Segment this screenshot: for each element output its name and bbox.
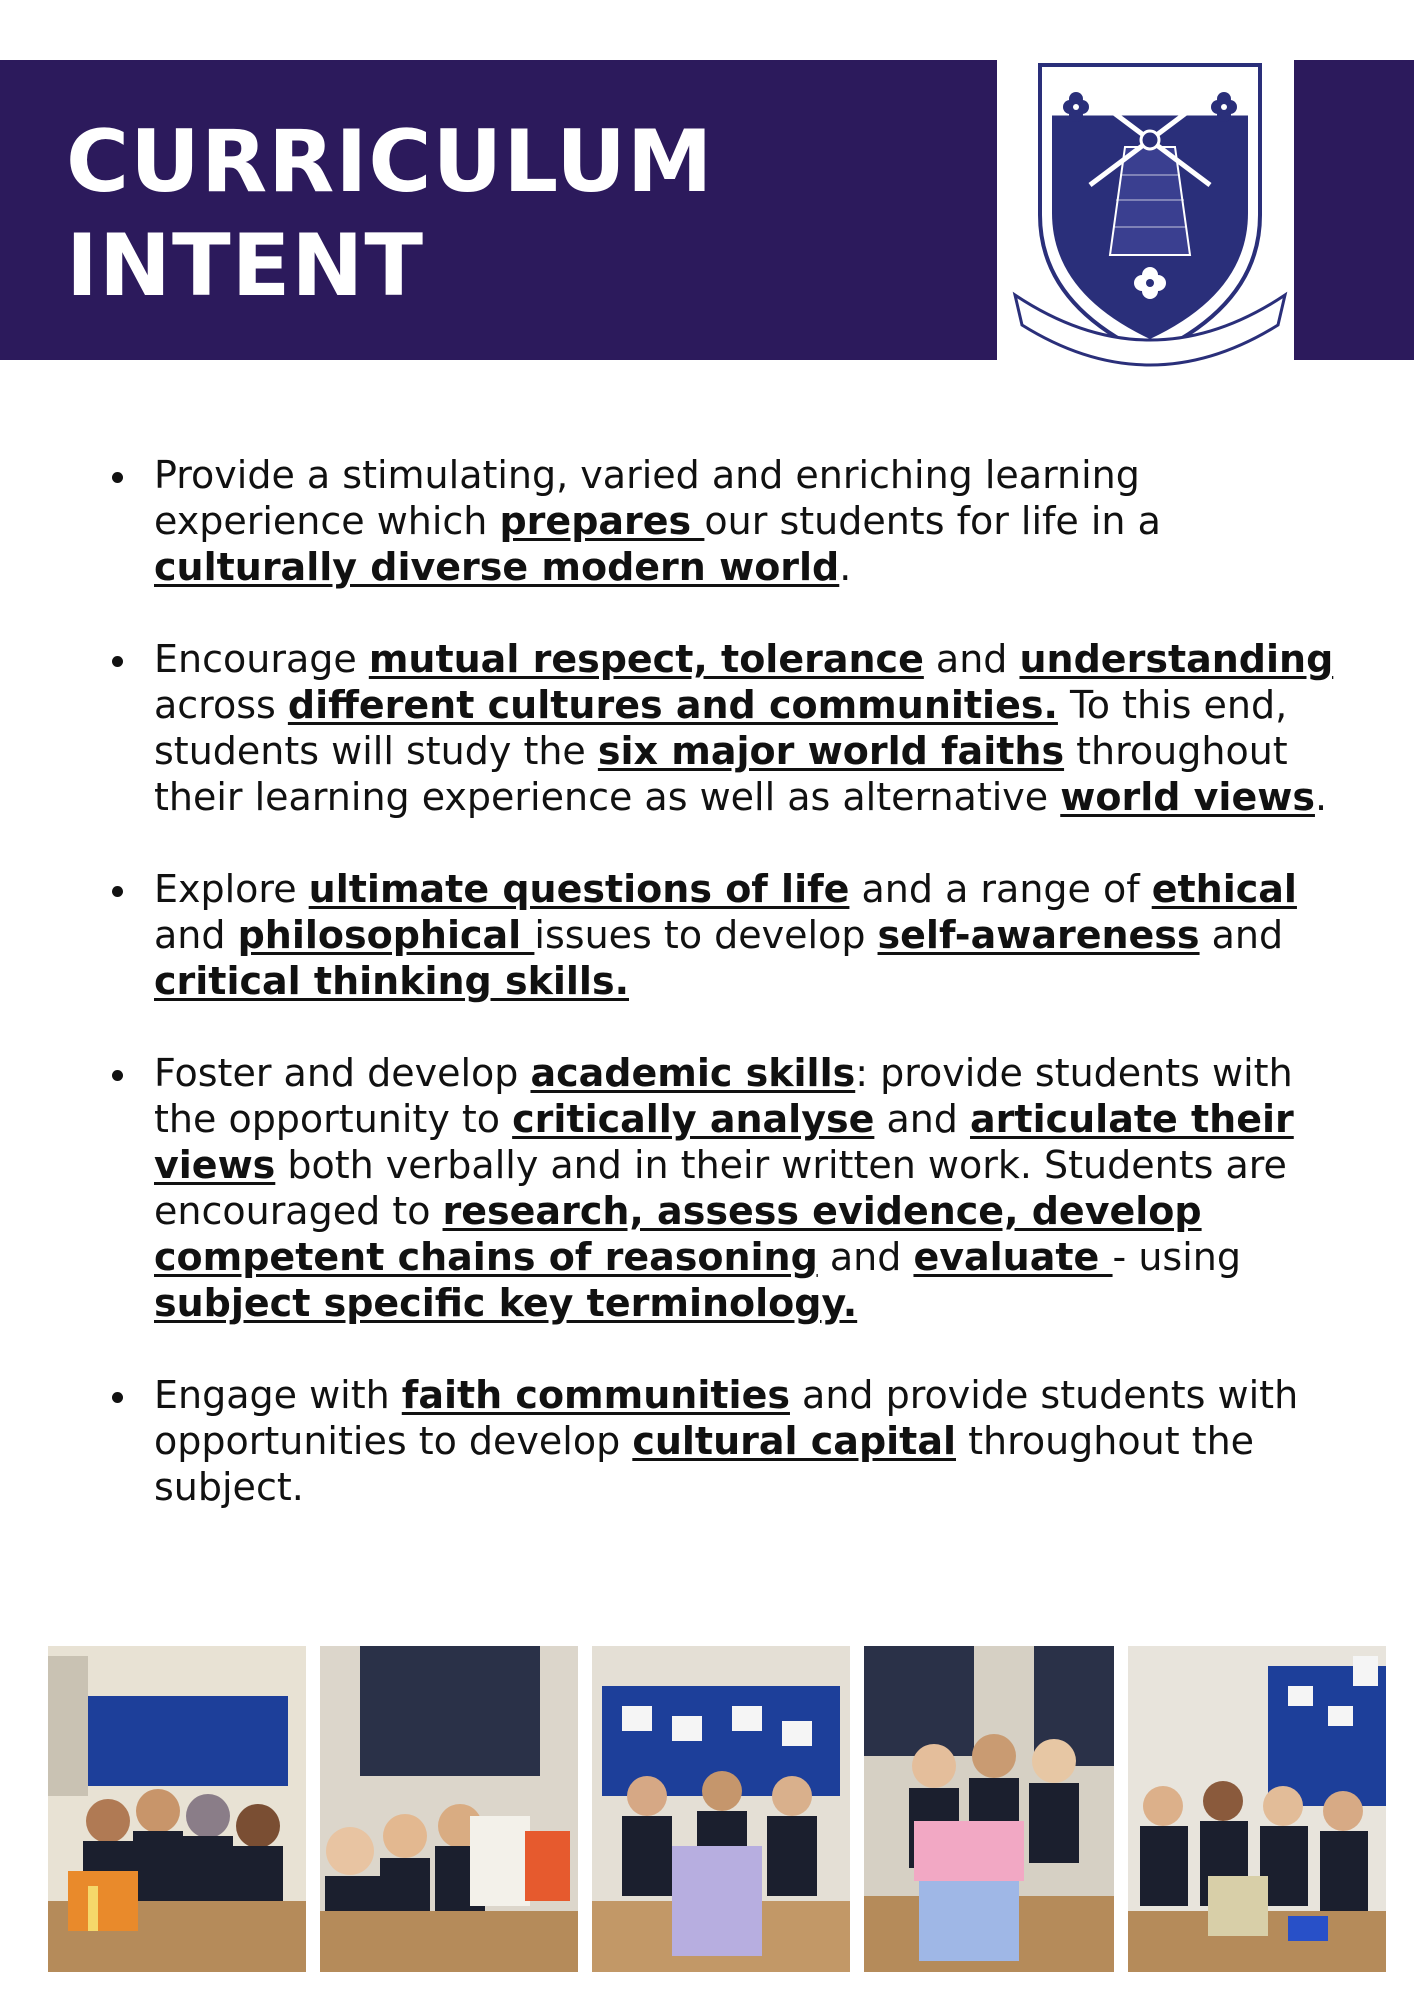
bullet-item: Explore ultimate questions of life and a range of ethical and philosophical issues to develop self-awareness and critical thinking skills. bbox=[110, 866, 1360, 1004]
bullet-item: Encourage mutual respect, tolerance and understanding across different cultures and communities. To this end, students will study the six major world faiths throughout their learning experience as well as alternative world views. bbox=[110, 636, 1360, 820]
photo-strip bbox=[48, 1646, 1386, 1972]
title-line-2: INTENT bbox=[66, 216, 425, 316]
title-line-1: CURRICULUM bbox=[66, 112, 714, 212]
bullet-item: Foster and develop academic skills: provide students with the opportunity to critically analyse and articulate their views both verbally and in their written work. Students are encouraged to research, assess evidence, develop competent chains of reasoning and evaluate - using subject specific key terminology. bbox=[110, 1050, 1360, 1326]
intent-bullet-list bbox=[110, 452, 1360, 1556]
classroom-photo bbox=[1128, 1646, 1386, 1972]
bullet-item: Provide a stimulating, varied and enriching learning experience which prepares our students for life in a culturally diverse modern world. bbox=[110, 452, 1360, 590]
classroom-photo bbox=[592, 1646, 850, 1972]
school-crest-logo bbox=[1010, 55, 1290, 395]
page-title bbox=[66, 110, 946, 318]
classroom-photo bbox=[320, 1646, 578, 1972]
bullet-item: Engage with faith communities and provide students with opportunities to develop cultural capital throughout the subject. bbox=[110, 1372, 1360, 1510]
classroom-photo bbox=[48, 1646, 306, 1972]
header-banner-accent bbox=[1294, 60, 1414, 360]
classroom-photo bbox=[864, 1646, 1114, 1972]
